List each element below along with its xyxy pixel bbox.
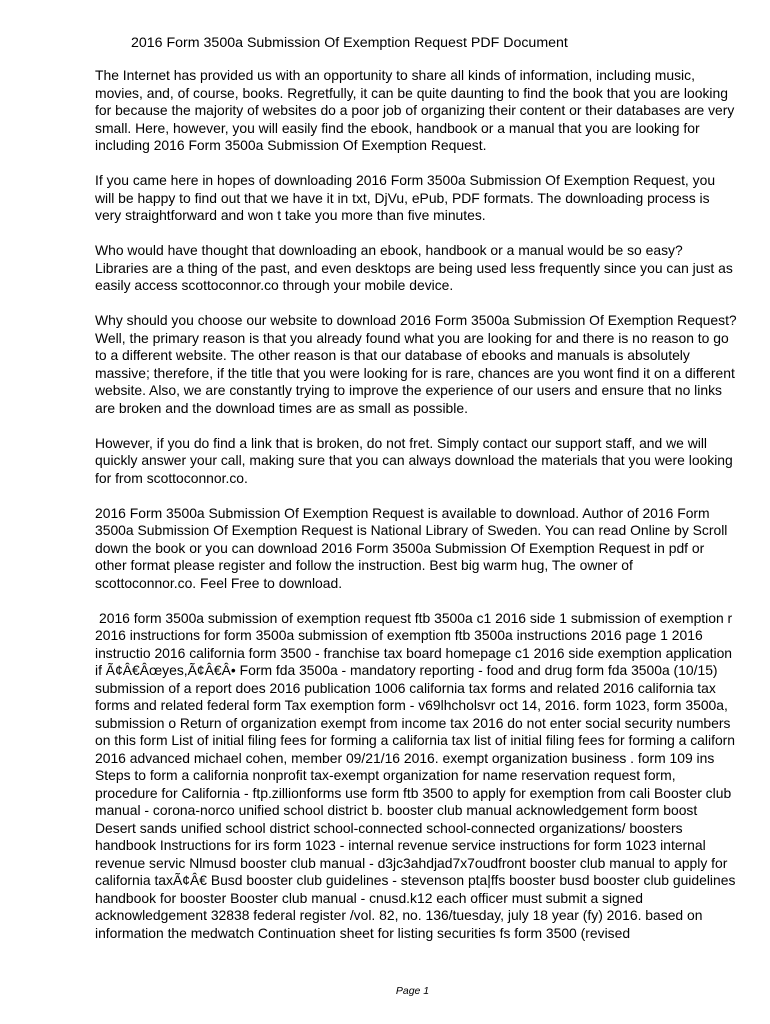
document-title: 2016 Form 3500a Submission Of Exemption Request PDF Document <box>131 35 568 51</box>
paragraph-download-formats: If you came here in hopes of downloading 2016 Form 3500a Submission Of Exemption Request, you will be happy to find out that we have it in txt, DjVu, ePub, PDF formats. The downloading process is very straightforward and won t take you more than five minutes. <box>95 172 716 223</box>
paragraph-availability: 2016 Form 3500a Submission Of Exemption Request is available to download. Author of 2016 Form 3500a Submission Of Exemption Request is National Library of Sweden. You can read Online by Scroll down the book or you can download 2016 Form 3500a Submission Of Exemption Request in pdf or other format please register and follow the instruction. Best big warm hug, The owner of scottoconnor.co. Feel Free to download. <box>95 504 728 591</box>
paragraph-intro: The Internet has provided us with an opportunity to share all kinds of information, including music, movies, and, of course, books. Regretfully, it can be quite daunting to find the book that you are looking for because the majority of websites do a poor job of organizing their content or their databases are very small. Here, however, you will easily find the ebook, handbook or a manual that you are looking for including 2016 Form 3500a Submission Of Exemption Request. <box>95 67 735 153</box>
page-footer <box>0 984 770 998</box>
paragraph-why-choose: Why should you choose our website to download 2016 Form 3500a Submission Of Exemption Request? Well, the primary reason is that you already found what you are looking for and there is no reason to go to a different website. The other reason is that our database of ebooks and manuals is absolutely massive; therefore, if the title that you were looking for is rare, chances are you wont find it on a different website. Also, we are constantly trying to improve the experience of our users and ensure that no links are broken and the download times are as small as possible. <box>95 312 737 416</box>
paragraph-broken-links: However, if you do find a link that is broken, do not fret. Simply contact our support staff, and we will quickly answer your call, making sure that you can always download the materials that you were looking for from scottoconnor.co. <box>95 434 733 486</box>
paragraph-keywords: 2016 form 3500a submission of exemption request ftb 3500a c1 2016 side 1 submission of exemption r 2016 instructions for form 3500a submission of exemption ftb 3500a instructions 2016 page 1 2016 instructio 2016 california form 3500 - franchise tax board homepage c1 2016 side exemption application if Ã¢Â€Âœyes,Ã¢Â€Â• Form fda 3500a - mandatory reporting - food and drug form fda 3500a (10/15) submission of a report does 2016 publication 1006 california tax forms and related 2016 california tax forms and related federal form Tax exemption form - v69lhcholsvr oct 14, 2016. form 1023, form 3500a, submission o Return of organization exempt from income tax 2016 do not enter social security numbers on this form List of initial filing fees for forming a california tax list of initial filing fees for forming a californ 2016 advanced michael cohen, member 09/21/16 2016. exempt organization business . form 109 ins Steps to form a california nonprofit tax-exempt organization for name reservation request form, procedure for California - ftp.zillionforms use form ftb 3500 to apply for exemption from cali Booster club manual - corona-norco unified school district b. booster club manual acknowledgement form boost Desert sands unified school district school-connected school-connected organizations/ boosters handbook Instructions for irs form 1023 - internal revenue service instructions for form 1023 internal revenue servic Nlmusd booster club manual - d3jc3ahdjad7x7oudfront booster club manual to apply for california taxÃ¢Â€ Busd booster club guidelines - stevenson pta|ffs booster busd booster club guidelines handbook for booster Booster club manual - cnusd.k12 each officer must submit a signed acknowledgement 32838 federal register /vol. 82, no. 136/tuesday, july 18 year (fy) 2016. based on information the medwatch Continuation sheet for listing securities fs form 3500 (revised <box>95 609 736 941</box>
paragraph-mobile-access: Who would have thought that downloading an ebook, handbook or a manual would be so easy? Libraries are a thing of the past, and even desktops are being used less frequently since you can just as easily access scottoconnor.co through your mobile device. <box>95 242 733 293</box>
document-body <box>95 67 737 942</box>
page-number: Page 1 <box>395 985 430 997</box>
